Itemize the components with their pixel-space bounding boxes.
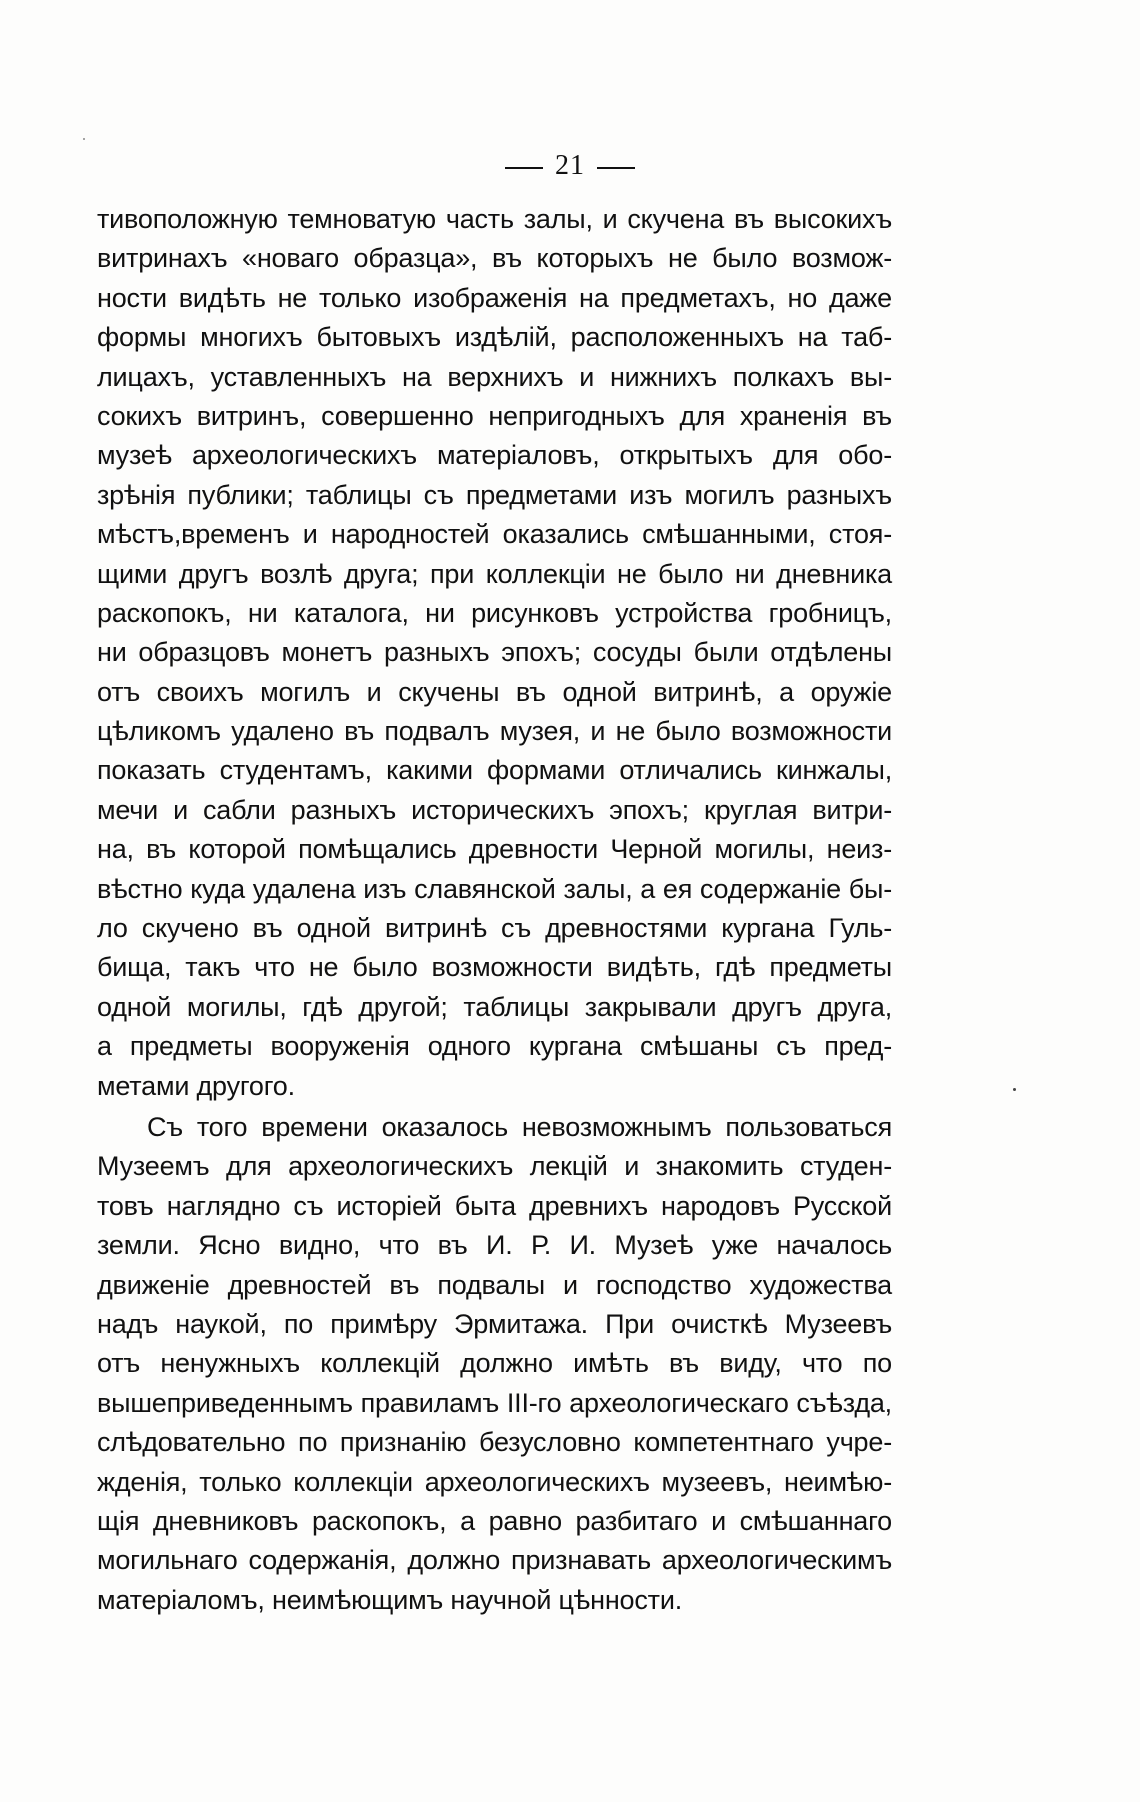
paragraph: [97, 200, 892, 1106]
text-line: товъ наглядно съ исторіей быта древнихъ народовъ Русской: [97, 1190, 892, 1221]
text-line: лицахъ, уставленныхъ на верхнихъ и нижнихъ полкахъ вы-: [97, 361, 892, 392]
paragraph: [97, 1108, 892, 1620]
text-line: матеріаломъ, неимѣющимъ научной цѣнности.: [97, 1584, 683, 1615]
text-line: сокихъ витринъ, совершенно непригодныхъ для храненія въ: [97, 400, 892, 431]
text-line: земли. Ясно видно, что въ И. Р. И. Музеѣ уже началось: [97, 1230, 892, 1261]
text-line: отъ ненужныхъ коллекцій должно имѣть въ виду, что по: [97, 1348, 892, 1379]
text-line: музеѣ археологическихъ матеріаловъ, открытыхъ для обо-: [97, 440, 892, 471]
text-line: ности видѣть не только изображенія на предметахъ, но даже: [97, 282, 892, 313]
text-line: ни образцовъ монетъ разныхъ эпохъ; сосуды были отдѣлены: [97, 637, 892, 668]
page-number-value: 21: [555, 150, 585, 181]
text-line: ло скучено въ одной витринѣ съ древностями кургана Гуль-: [97, 913, 892, 944]
text-line: формы многихъ бытовыхъ издѣлій, расположенныхъ на таб-: [97, 322, 892, 353]
text-line: слѣдовательно по признанію безусловно компетентнаго учре-: [97, 1427, 892, 1458]
text-line: витринахъ «новаго образца», въ которыхъ не было возмож-: [97, 243, 892, 274]
body-text: [97, 200, 892, 1620]
right-dash: [597, 167, 635, 169]
text-line: могильнаго содержанія, должно признавать археологическимъ: [97, 1545, 892, 1576]
left-dash: [505, 167, 543, 169]
text-line: движеніе древностей въ подвалы и господство художества: [97, 1269, 892, 1300]
text-line: показать студентамъ, какими формами отличались кинжалы,: [97, 755, 892, 786]
text-line: на, въ которой помѣщались древности Черной могилы, неиз-: [97, 834, 892, 865]
text-line: щія дневниковъ раскопокъ, а равно разбитаго и смѣшаннаго: [97, 1505, 892, 1536]
text-line: отъ своихъ могилъ и скучены въ одной витринѣ, а оружіе: [97, 676, 892, 707]
text-line: Съ того времени оказалось невозможнымъ пользоваться: [147, 1111, 892, 1142]
text-line: бища, такъ что не было возможности видѣть, гдѣ предметы: [97, 952, 892, 983]
text-line: мѣстъ,временъ и народностей оказались смѣшанными, стоя-: [97, 519, 892, 550]
scan-speck: [83, 138, 85, 140]
text-line: надъ наукой, по примѣру Эрмитажа. При очисткѣ Музеевъ: [97, 1308, 892, 1339]
page-number: [0, 150, 1140, 182]
text-line: тивоположную темноватую часть залы, и скучена въ высокихъ: [97, 204, 892, 234]
text-line: мечи и сабли разныхъ историческихъ эпохъ; круглая витри-: [97, 794, 892, 825]
text-line: раскопокъ, ни каталога, ни рисунковъ устройства гробницъ,: [97, 597, 892, 628]
text-line: зрѣнія публики; таблицы съ предметами изъ могилъ разныхъ: [97, 479, 892, 510]
scan-speck: [1013, 1088, 1016, 1091]
text-line: вѣстно куда удалена изъ славянской залы, а ея содержаніе бы-: [97, 873, 892, 904]
text-line: Музеемъ для археологическихъ лекцій и знакомить студен-: [97, 1151, 892, 1182]
text-line: вышеприведеннымъ правиламъ III-го археологическаго съѣзда,: [97, 1387, 892, 1418]
text-line: одной могилы, гдѣ другой; таблицы закрывали другъ друга,: [97, 991, 892, 1022]
text-line: цѣликомъ удалено въ подвалъ музея, и не было возможности: [97, 716, 892, 747]
text-line: щими другъ возлѣ друга; при коллекціи не было ни дневника: [97, 558, 892, 589]
text-line: а предметы вооруженія одного кургана смѣшаны съ пред-: [97, 1031, 892, 1062]
text-line: метами другого.: [97, 1070, 295, 1101]
text-line: жденія, только коллекціи археологическихъ музеевъ, неимѣю-: [97, 1466, 892, 1497]
